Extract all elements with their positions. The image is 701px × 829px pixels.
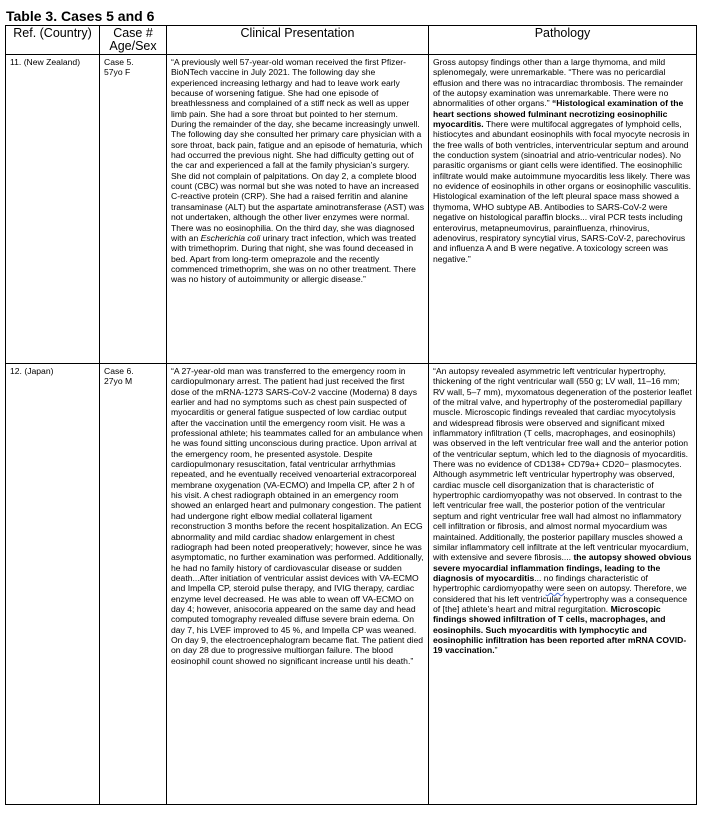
table-row (6, 364, 697, 805)
pathology-text: ... no findings characteristic of hypertrophic cardiomyopathy (433, 572, 648, 594)
pathology-text: seen on autopsy. Therefore, we considered that his left ventricular hypertrophy was a consequence of [the] athlete’s heart and mitral regurgitation. (433, 583, 688, 614)
clinical-text: urinary tract infection, which was treated with trimethoprim. During that night, she was found deceased in bed. Apart from long-term omeprazole and the recently commenced trimethoprim, she was on no other treatment. There was no history of autoimmunity or allergic disease.” (171, 232, 417, 285)
cell-clinical-presentation: “A 27-year-old man was transferred to the emergency room in cardiopulmonary arrest. The patient had just received the first dose of the mRNA-1273 SARS-CoV-2 vaccine (Moderna) 8 days earlier and had no symptoms such as chest pain suspected of myocarditis or general fatigue suspected of low cardiac output after the vaccination until the emergency room visit. He was a professional athlete; his teammates called for an ambulance when he was found sitting unconscious during practice. Upon arrival at the emergency room, he presented asystole. Despite cardiopulmonary resuscitation, fatal ventricular arrhythmias repeated, and he eventually received venoarterial extracorporeal membrane oxygenation (VA-ECMO) and Impella CP, after 2 h of his visit. A chest radiograph obtained in an emergency room showed an enlarged heart and pulmonary congestion. The patient had undergone right elbow medial collateral ligament reconstruction 3 months before the recent hospitalization. An ECG abnormality and mild cardiac shadow enlargement in chest radiograph had been noted preoperatively; however, since he was asymptomatic, no further examination was performed. Additionally, he had no family history of cardiovascular disease or sudden death...After initiation of ventricular assist devices with VA-ECMO and Impella CP, steroid pulse therapy, and IVIG therapy, cardiac enzyme level decreased. He was able to wean off VA-ECMO on day 4; however, anisocoria appeared on the same day and head computed tomography revealed diffuse severe brain edema. On day 7, his LVEF improved to 45 %, and Impella CP was weaned. On day 9, the electroencephalogram became flat. The patient died on day 28 due to progressive multiorgan failure. The blood eosinophil count showed no significant increase until his death.” (167, 364, 429, 805)
cell-ref: 12. (Japan) (6, 364, 100, 805)
clinical-text: “A previously well 57-year-old woman received the first Pfizer-BioNTech vaccine in July 2021. The following day she experienced increasing lethargy and had to leave work early because of worsening fatigue. She had one episode of breathlessness and complained of a stiff neck as well as upper limb pain. She had a sore throat but pointed to her sternum. During the remainder of the day, she became increasingly unwell. The following day she consulted her primary care physician with a sore throat, back pain, fatigue and an episode of hematuria, which had occurred the previous night. She had difficulty getting out of the car and experienced a fall at the family physician’s surgery. She did not complain of palpitations. On day 2, a complete blood count (CBC) was normal but she was noted to have an increased C-reactive protein (CRP). She had a raised ferritin and alanine transaminase (ALT) but the aspartate aminotransferase (AST) was not undertaken, although the other liver enzymes were normal. There was no eosinophilia. On the third day, she was diagnosed with an (171, 57, 424, 243)
cell-clinical-presentation (167, 55, 429, 364)
case-age-sex: 57yo F (104, 67, 131, 78)
case-age-sex: 27yo M (104, 376, 133, 387)
case-number: Case 5. (104, 57, 134, 67)
pathology-text: “An autopsy revealed asymmetric left ventricular hypertrophy, thickening of the right ventricular wall (550 g; LV wall, 11–16 mm; RV wall, 5–7 mm), myxomatous degeneration of the posterior leaflet of the mitral valve, and hypertrophy of the posteromedial papillary muscle. Microscopic findings revealed that cardiac myocytolysis and widespread fibrosis were observed and significant mixed inflammatory infiltration (T cells, macrophages, and eosinophils) was observed in the left ventricular free wall and the anterior potion of the ventricular septum, which led to the diagnosis of myocarditis. There was no evidence of CD138+ CD79a+ CD20− plasmocytes. Although asymmetric left ventricular hypertrophy was observed, cardiac muscle cell disorganization that is characteristic of hypertrophic cardiomyopathy was not observed. In contrast to the left ventricular free wall, the posterior potion of the ventricular septum and right ventricular free wall had almost no inflammatory cell infiltration or fibrosis, and almost normal myocardium was maintained. Additionally, the posterior papillary muscles showed a similar inflammatory cell infiltrate at the left ventricular myocardium, with extensive and severe fibrosis.... (433, 366, 692, 563)
header-case-line1: Case # (113, 26, 153, 40)
pathology-text: There were multifocal aggregates of lymphoid cells, histiocytes and abundant eosinophils with focal myocyte necrosis in the free walls of both ventricles, interventricular septum and around the conduction system (sinoatrial and atrio-ventricular nodes). No parasitic organisms or giant cells were identified. The eosinophilic infiltrate would make autoimmune myocarditis less likely. There was no evidence of eosinophils in other organs or eosinophilic vasculitis. Histological examination of the left pleural space mass showed a thymoma, WHO subtype AB. Antibodies to SARS-CoV-2 were negative on histological paraffin blocks... viral PCR tests including enterovirus, metapneumovirus, parainfluenza, rhinovirus, adenovirus, respiratory syncytial virus, SARS-CoV-2, parechovirus and influenza A and B were negative. A toxicology screen was negative.” (433, 119, 691, 264)
header-pathology: Pathology (429, 26, 697, 55)
pathology-text: Gross autopsy findings other than a large thymoma, and mild splenomegaly, were unremarkable. “There was no pericardial effusion and there was no intracardiac thrombosis. The remainder of the autopsy examination was unremarkable. There were no abnormalities of other organs.” (433, 57, 683, 109)
cell-pathology (429, 364, 697, 805)
pathology-text-bold: the autopsy showed obvious severe myocardial inflammation findings, leading to the diagnosis of myocarditis (433, 552, 692, 583)
clinical-text-italic: Escherichia coli (200, 232, 261, 243)
pathology-text-spellcheck: were (545, 583, 565, 594)
cases-table (5, 25, 697, 805)
pathology-text-bold: Microscopic findings showed infiltration of T cells, macrophages, and eosinophils. Such myocarditis with lymphocytic and eosinophilic infiltration has been reported after mRNA COVID-19 vaccination. (433, 603, 687, 656)
header-case-age-sex (100, 26, 167, 55)
table-header-row (6, 26, 697, 55)
cell-case (100, 364, 167, 805)
table-row (6, 55, 697, 364)
pathology-text-bold: “Histological examination of the heart sections showed fulminant necrotizing eosinophilic myocarditis. (433, 98, 684, 130)
header-clinical-presentation: Clinical Presentation (167, 26, 429, 55)
pathology-text: ” (494, 645, 498, 656)
cell-case (100, 55, 167, 364)
header-ref-country: Ref. (Country) (6, 26, 100, 55)
table-caption: Table 3. Cases 5 and 6 (6, 8, 155, 24)
cell-ref: 11. (New Zealand) (6, 55, 100, 364)
cell-pathology (429, 55, 697, 364)
case-number: Case 6. (104, 366, 134, 376)
header-case-line2: Age/Sex (109, 39, 157, 53)
